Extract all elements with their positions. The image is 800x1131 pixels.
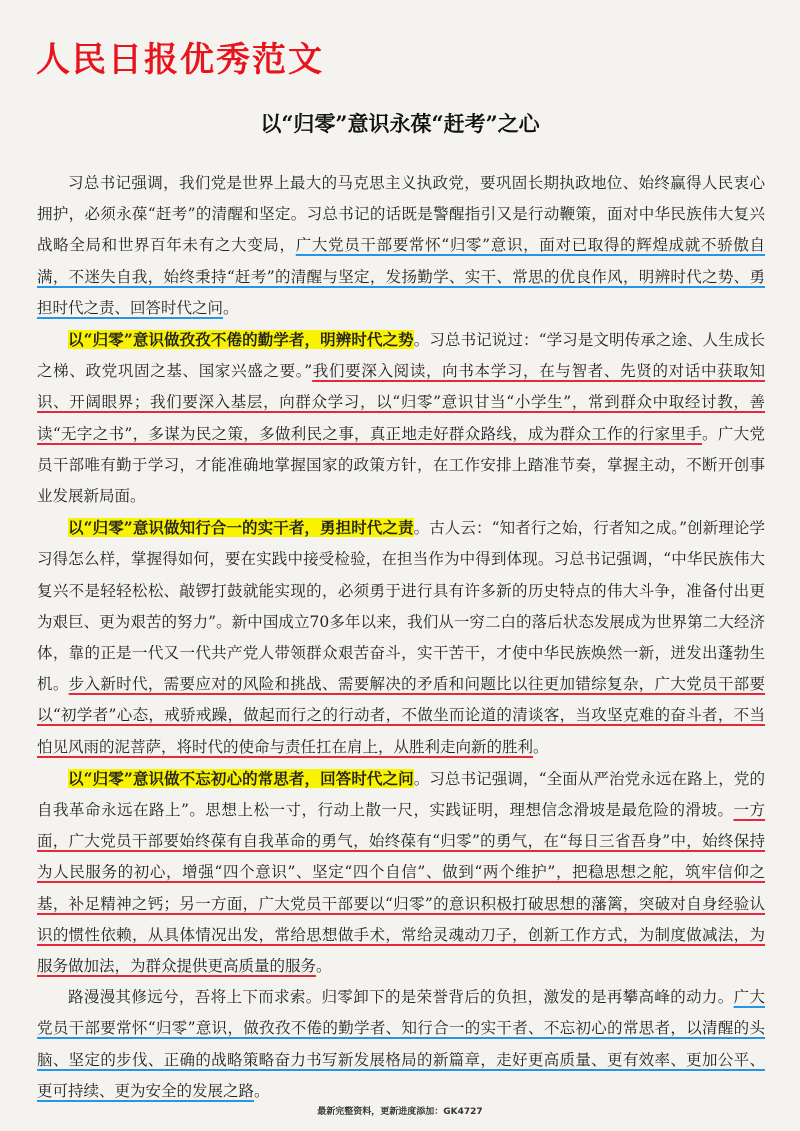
- paragraph-text: 。: [316, 957, 332, 976]
- paragraph-text: 。广大党员干部唯有勤于学习，才能准确地掌握国家的政策方针，在工作安排上踏准节奏，掌握主动，不断开创事业发展新局面。: [37, 424, 765, 506]
- underlined-text: 广大党员干部要常怀“归零”意识，做孜孜不倦的勤学者、知行合一的实干者、不忘初心的常思者，以清醒的头脑、坚定的步伐、正确的战略策略奋力书写新发展格局的新篇章，走好更高质量、更有效率、更加公平、更可持续、更为安全的发展之路: [37, 988, 765, 1100]
- underlined-text: 广大党员干部要常怀“归零”意识，面对已取得的辉煌成就不骄傲自满，不迷失自我，始终秉持“赶考”的清醒与坚定，发扬勤学、实干、常思的优良作风，明辨时代之势、勇担时代之责、回答时代之问: [37, 236, 765, 317]
- article-title: 以“归零”意识永葆“赶考”之心: [260, 111, 540, 136]
- paragraph-text: 。习总书记强调，“全面从严治党永远在路上，党的自我革命永远在路上”。思想上松一寸，行动上散一尺，实践证明，理想信念滑坡是最危险的滑坡。: [37, 769, 765, 820]
- section-heading: 以“归零”意识做知行合一的实干者，勇担时代之责: [68, 518, 414, 538]
- paragraph-text: 。: [533, 737, 549, 756]
- underlined-text: 我们要深入阅读，向书本学习，在与智者、先贤的对话中获取知识、开阔眼界；我们要深入基层，向群众学习，以“归零”意识甘当“小学生”，常到群众中取经讨教，善读“无字之书”，多谋为民之策，多做利民之事，真正地走好群众路线，成为群众工作的行家里手: [37, 362, 765, 443]
- paragraph: [37, 324, 765, 512]
- paragraph-text: 。: [223, 298, 239, 317]
- paragraph-text: 。古人云：“知者行之始，行者知之成。”创新理论学习得怎么样，掌握得如何，要在实践中接受检验，在担当作为中得到体现。习总书记强调，“中华民族伟大复兴不是轻轻松松、敲锣打鼓就能实现的，必须勇于进行具有许多新的历史特点的伟大斗争，准备付出更为艰巨、更为艰苦的努力”。新中国成立70多年以来，我们从一穷二白的落后状态发展成为世界第二大经济体，靠的正是一代又一代共产党人带领群众艰苦奋斗，实干苦干，才使中华民族焕然一新，迸发出蓬勃生机。: [37, 519, 765, 694]
- section-heading: 以“归零”意识做不忘初心的常思者，回答时代之问: [68, 768, 414, 788]
- paragraph: [37, 512, 765, 763]
- paragraph: [37, 982, 765, 1107]
- section-heading: 以“归零”意识做孜孜不倦的勤学者，明辨时代之势: [68, 330, 414, 350]
- paragraph-text: 。: [254, 1081, 270, 1100]
- underlined-text: 一方面，广大党员干部要始终葆有自我革命的勇气，始终葆有“归零”的勇气，在“每日三省吾身”中，始终保持为人民服务的初心，增强“四个意识”、坚定“四个自信”、做到“两个维护”，把稳思想之舵，筑牢信仰之基，补足精神之钙；另一方面，广大党员干部要以“归零”的意识积极打破思想的藩篱，突破对自身经验认识的惯性依赖，从具体情况出发，常给思想做手术，常给灵魂动刀子，创新工作方式，为制度做减法，为服务做加法，为群众提供更高质量的服务: [37, 801, 765, 976]
- article-body: [37, 168, 765, 1107]
- paragraph-text: 路漫漫其修远兮，吾将上下而求索。归零卸下的是荣誉背后的负担，激发的是再攀高峰的动力。: [68, 988, 734, 1007]
- underlined-text: 步入新时代，需要应对的风险和挑战、需要解决的矛盾和问题比以往更加错综复杂，广大党员干部要以“初学者”心态，戒骄戒躁，做起而行之的行动者，不做坐而论道的清谈客，当攻坚克难的奋斗者，不当怕见风雨的泥菩萨，将时代的使命与责任扛在肩上，从胜利走向新的胜利: [37, 675, 765, 756]
- paragraph-text: 。习总书记说过：“学习是文明传承之途、人生成长之梯、政党巩固之基、国家兴盛之要。”: [37, 331, 765, 381]
- footer-note: 最新完整资料，更新进度添加：GK4727: [317, 1107, 483, 1117]
- paragraph: [37, 763, 765, 982]
- paragraph: [37, 168, 765, 324]
- brand-heading: 人民日报优秀范文: [36, 40, 324, 80]
- paragraph-text: 习总书记强调，我们党是世界上最大的马克思主义执政党，要巩固长期执政地位、始终赢得人民衷心拥护，必须永葆“赶考”的清醒和坚定。习总书记的话既是警醒指引又是行动鞭策，面对中华民族伟大复兴战略全局和世界百年未有之大变局，: [37, 174, 765, 255]
